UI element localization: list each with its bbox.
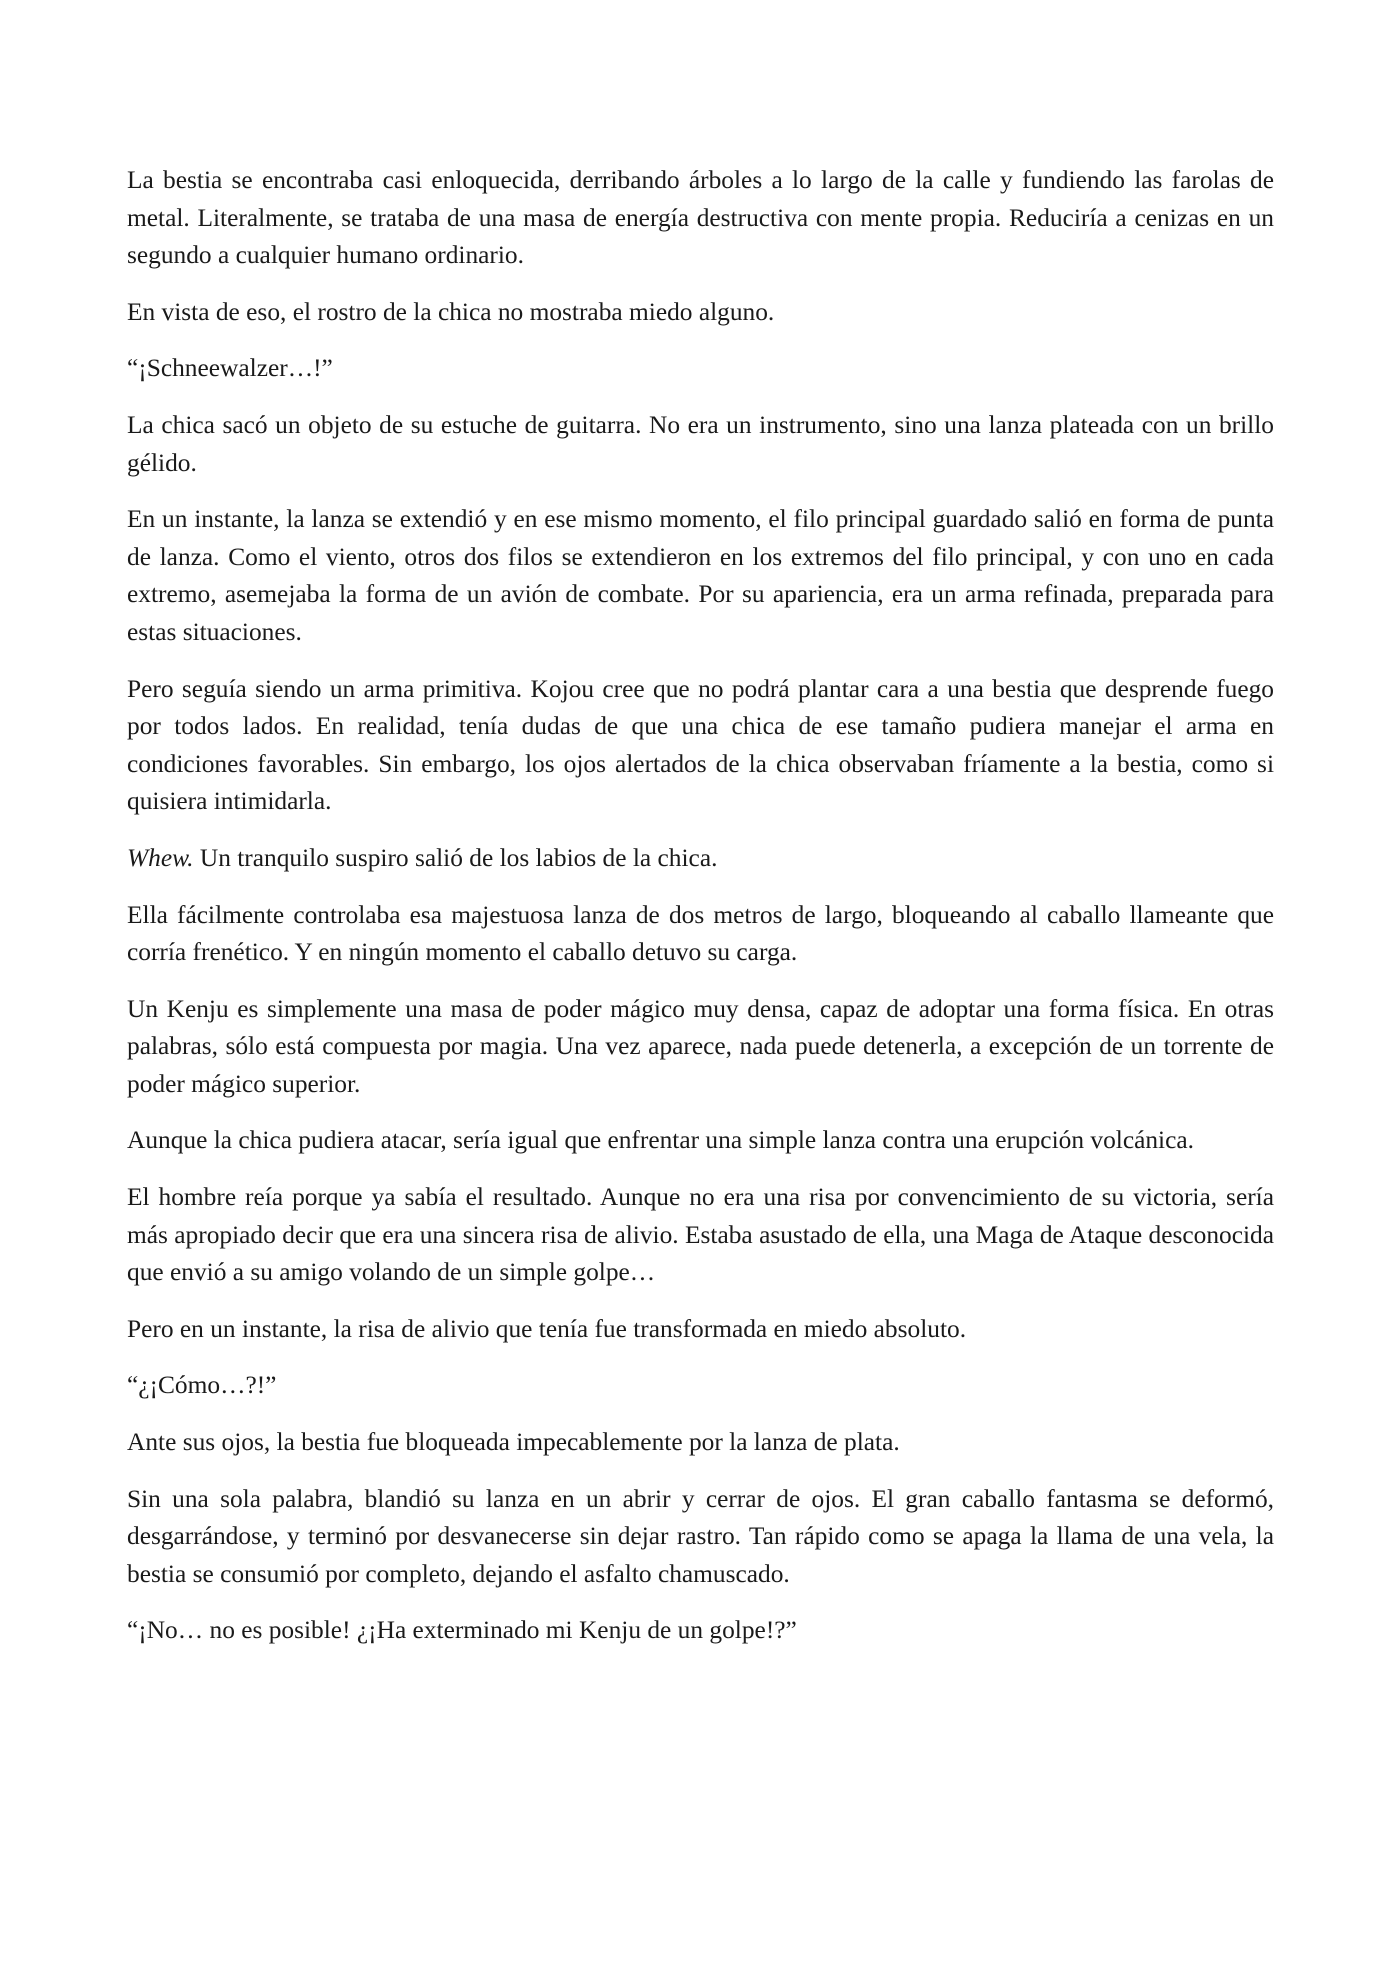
paragraph-6: Pero seguía siendo un arma primitiva. Kojou cree que no podrá plantar cara a una bestia que desprende fuego por todos lados. En realidad, tenía dudas de que una chica de ese tamaño pudiera manejar el arma en condiciones favorables. Sin embargo, los ojos alertados de la chica observaban fríamente a la bestia, como si quisiera intimidarla.	[127, 674, 1274, 816]
paragraph-8: Ella fácilmente controlaba esa majestuosa lanza de dos metros de largo, bloqueando al caballo llameante que corría frenético. Y en ningún momento el caballo detuvo su carga.	[127, 900, 1274, 967]
paragraph-5: En un instante, la lanza se extendió y en ese mismo momento, el filo principal guardado salió en forma de punta de lanza. Como el viento, otros dos filos se extendieron en los extremos del filo principal, y con uno en cada extremo, asemejaba la forma de un avión de combate. Por su apariencia, era un arma refinada, preparada para estas situaciones.	[127, 505, 1274, 646]
paragraph-3: “¡Schneewalzer…!”	[127, 354, 333, 383]
paragraph-13: “¿¡Cómo…?!”	[127, 1371, 277, 1400]
paragraph-7	[127, 840, 1274, 878]
whew-italic: Whew.	[127, 843, 194, 872]
paragraph-11: El hombre reía porque ya sabía el resultado. Aunque no era una risa por convencimiento de su victoria, sería más apropiado decir que era una sincera risa de alivio. Estaba asustado de ella, una Maga de Ataque desconocida que envió a su amigo volando de un simple golpe…	[127, 1183, 1274, 1287]
paragraph-7-text: Un tranquilo suspiro salió de los labios de la chica.	[193, 843, 718, 872]
paragraph-9: Un Kenju es simplemente una masa de poder mágico muy densa, capaz de adoptar una forma física. En otras palabras, sólo está compuesta por magia. Una vez aparece, nada puede detenerla, a excepción de un torrente de poder mágico superior.	[127, 994, 1274, 1098]
paragraph-14: Ante sus ojos, la bestia fue bloqueada impecablemente por la lanza de plata.	[127, 1428, 900, 1457]
paragraph-4: La chica sacó un objeto de su estuche de guitarra. No era un instrumento, sino una lanza plateada con un brillo gélido.	[127, 410, 1274, 477]
paragraph-10: Aunque la chica pudiera atacar, sería igual que enfrentar una simple lanza contra una erupción volcánica.	[127, 1126, 1194, 1155]
paragraph-16: “¡No… no es posible! ¿¡Ha exterminado mi Kenju de un golpe!?”	[127, 1616, 797, 1645]
paragraph-2: En vista de eso, el rostro de la chica no mostraba miedo alguno.	[127, 297, 775, 326]
paragraph-12: Pero en un instante, la risa de alivio que tenía fue transformada en miedo absoluto.	[127, 1314, 967, 1343]
paragraph-15: Sin una sola palabra, blandió su lanza en un abrir y cerrar de ojos. El gran caballo fantasma se deformó, desgarrándose, y terminó por desvanecerse sin dejar rastro. Tan rápido como se apaga la llama de una vela, la bestia se consumió por completo, dejando el asfalto chamuscado.	[127, 1484, 1274, 1588]
paragraph-1: La bestia se encontraba casi enloquecida, derribando árboles a lo largo de la calle y fundiendo las farolas de metal. Literalmente, se trataba de una masa de energía destructiva con mente propia. Reduciría a cenizas en un segundo a cualquier humano ordinario.	[127, 166, 1274, 270]
